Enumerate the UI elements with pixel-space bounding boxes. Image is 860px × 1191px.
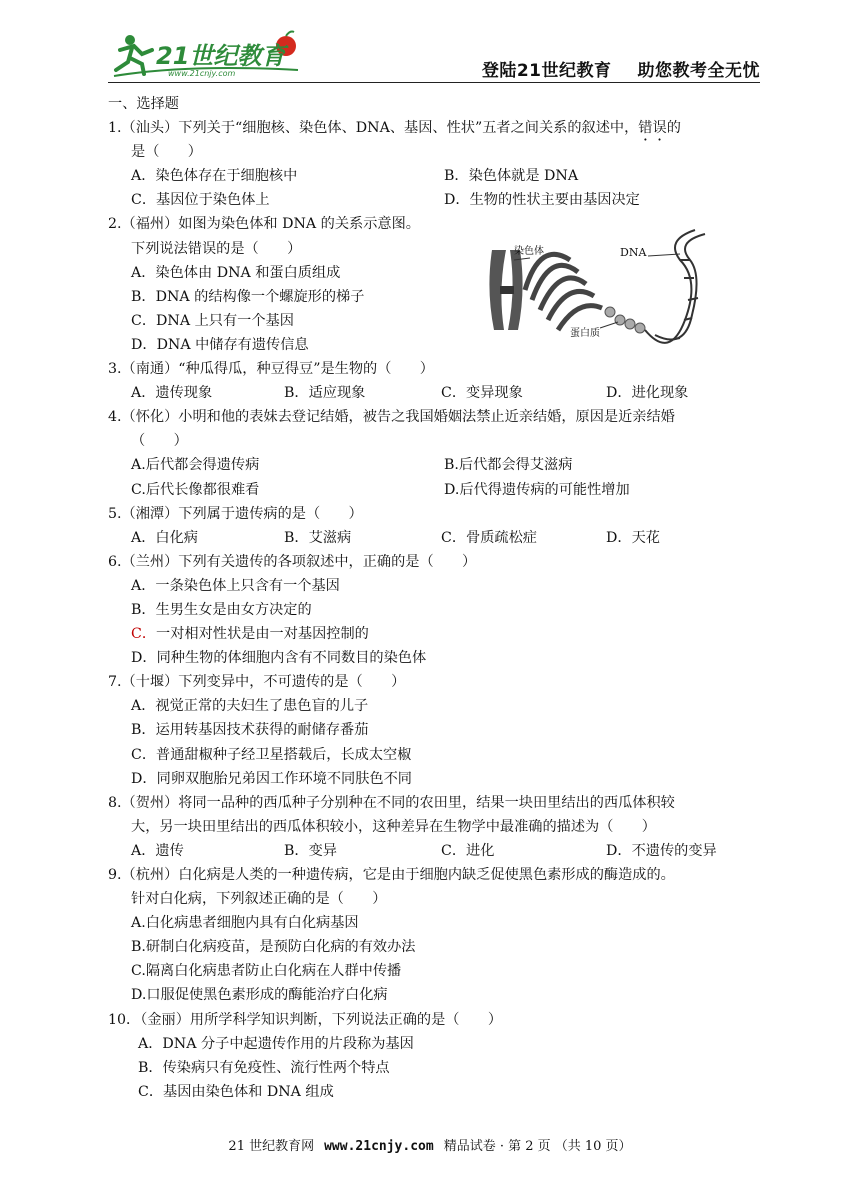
option-d: D．不遗传的变异 (606, 842, 717, 859)
q1-options-ab (108, 164, 760, 188)
emphasis-mark: 误 (652, 120, 667, 137)
option-c: C．一对相对性状是由一对基因控制的 (131, 626, 369, 643)
q8-stem: 8.（贺州）将同一品种的西瓜种子分别种在不同的农田里，结果一块田里结出的西瓜体积较 (108, 794, 675, 811)
option-b: B.研制白化病疫苗，是预防白化病的有效办法 (131, 939, 416, 956)
chromosome-shape (489, 250, 522, 330)
page-footer (0, 1135, 860, 1154)
option-b: B．DNA 的结构像一个螺旋形的梯子 (131, 288, 365, 305)
option-c: C．基因位于染色体上 (131, 192, 270, 209)
option-b: B．运用转基因技术获得的耐储存番茄 (131, 722, 369, 739)
option-b: B．艾滋病 (284, 529, 352, 546)
option-c: C．进化 (441, 842, 495, 859)
option-c: C．变异现象 (441, 385, 523, 402)
protein-beads (605, 307, 645, 333)
header-rule (108, 82, 760, 83)
q2-stem-cont: 下列说法错误的是（ ） (131, 240, 302, 257)
q1-stem: 1.（汕头）下列关于“细胞核、染色体、DNA、基因、性状”五者之间关系的叙述中，错误的 (108, 120, 681, 137)
logo-url: www.21cnjy.com (168, 69, 236, 78)
label-dna: DNA (620, 246, 647, 259)
option-b: B．染色体就是 DNA (444, 168, 579, 185)
option-b: B．传染病只有免疫性、流行性两个特点 (138, 1059, 390, 1076)
q10-stem: 10．（金丽）用所学科学知识判断，下列说法正确的是（ ） (108, 1011, 503, 1028)
section-title: 一、选择题 (108, 96, 179, 112)
option-a: A．染色体存在于细胞核中 (131, 168, 298, 185)
option-d: D．生物的性状主要由基因决定 (444, 192, 640, 209)
option-d: D．DNA 中储存有遗传信息 (131, 336, 309, 353)
option-c: C．基因由染色体和 DNA 组成 (138, 1083, 334, 1100)
header-slogan (482, 56, 760, 81)
q4-stem-cont: （ ） (131, 433, 188, 450)
slogan-right: 助您教考全无忧 (637, 61, 760, 81)
option-b: B.后代都会得艾滋病 (444, 457, 573, 474)
option-c: C．骨质疏松症 (441, 529, 537, 546)
option-d: D.口服促使黑色素形成的酶能治疗白化病 (131, 987, 388, 1004)
q9-stem: 9.（杭州）白化病是人类的一种遗传病，它是由于细胞内缺乏促使黑色素形成的酶造成的。 (108, 867, 675, 883)
q2-stem: 2.（福州）如图为染色体和 DNA 的关系示意图。 (108, 216, 420, 233)
footer-site: 21 世纪教育网 (228, 1139, 315, 1154)
option-a: A．视觉正常的夫妇生了患色盲的儿子 (131, 698, 369, 715)
option-a: A．遗传 (131, 842, 184, 859)
q4-options-ab (108, 453, 760, 477)
option-a: A．白化病 (131, 529, 198, 546)
option-c: C．普通甜椒种子经卫星搭载后，长成太空椒 (131, 746, 412, 763)
option-b: B．适应现象 (284, 385, 366, 402)
coiled-fiber (525, 254, 602, 330)
option-a: A．染色体由 DNA 和蛋白质组成 (131, 264, 341, 281)
page-header (108, 30, 760, 82)
option-b: B．生男生女是由女方决定的 (131, 601, 312, 618)
option-d: D.后代得遗传病的可能性增加 (444, 481, 630, 498)
site-logo (108, 30, 308, 80)
q1-stem-cont: 是（ ） (131, 144, 202, 161)
q5-stem: 5.（湘潭）下列属于遗传病的是（ ） (108, 505, 363, 522)
option-a: A．DNA 分子中起遗传作用的片段称为基因 (138, 1035, 414, 1052)
q5-options (108, 526, 760, 550)
option-d: D．同卵双胞胎兄弟因工作环境不同肤色不同 (131, 770, 412, 787)
option-a: A.后代都会得遗传病 (131, 457, 260, 474)
label-protein: 蛋白质 (570, 328, 600, 339)
label-chromosome: 染色体 (514, 246, 544, 257)
q6-stem: 6.（兰州）下列有关遗传的各项叙述中，正确的是（ ） (108, 553, 477, 570)
option-d: D．同种生物的体细胞内含有不同数目的染色体 (131, 650, 427, 667)
option-a: A．遗传现象 (131, 385, 213, 402)
chromosome-dna-diagram (470, 220, 730, 370)
slogan-left: 登陆21世纪教育 (481, 61, 612, 81)
option-d: D．进化现象 (606, 385, 689, 402)
option-c: C.后代长像都很难看 (131, 481, 260, 498)
footer-url: www.21cnjy.com (324, 1139, 434, 1154)
option-c: C.隔离白化病患者防止白化病在人群中传播 (131, 963, 402, 980)
footer-page-info: 精品试卷 · 第 2 页 （共 10 页） (443, 1139, 632, 1154)
dna-helix (645, 230, 705, 343)
option-c: C．DNA 上只有一个基因 (131, 312, 294, 329)
q9-stem-cont: 针对白化病，下列叙述正确的是（ ） (131, 891, 387, 908)
option-c-letter: C． (131, 626, 157, 643)
option-a: A．一条染色体上只含有一个基因 (131, 577, 340, 594)
q1-options-cd (108, 188, 760, 212)
option-b: B．变异 (284, 842, 337, 859)
emphasis-mark: 错 (638, 120, 653, 137)
q8-options (108, 839, 760, 863)
option-d: D．天花 (606, 529, 660, 546)
q3-options (108, 381, 760, 405)
q3-stem: 3.（南通）“种瓜得瓜，种豆得豆”是生物的（ ） (108, 361, 434, 378)
option-a: A.白化病患者细胞内具有白化病基因 (131, 915, 359, 932)
logo-text: 21世纪教育 (156, 42, 286, 70)
q4-stem: 4.（怀化）小明和他的表妹去登记结婚，被告之我国婚姻法禁止近亲结婚，原因是近亲结婚 (108, 409, 675, 426)
q8-stem-cont: 大，另一块田里结出的西瓜体积较小，这种差异在生物学中最准确的描述为（ ） (131, 818, 656, 835)
q4-options-cd (108, 478, 760, 502)
q7-stem: 7.（十堰）下列变异中，不可遗传的是（ ） (108, 674, 406, 691)
